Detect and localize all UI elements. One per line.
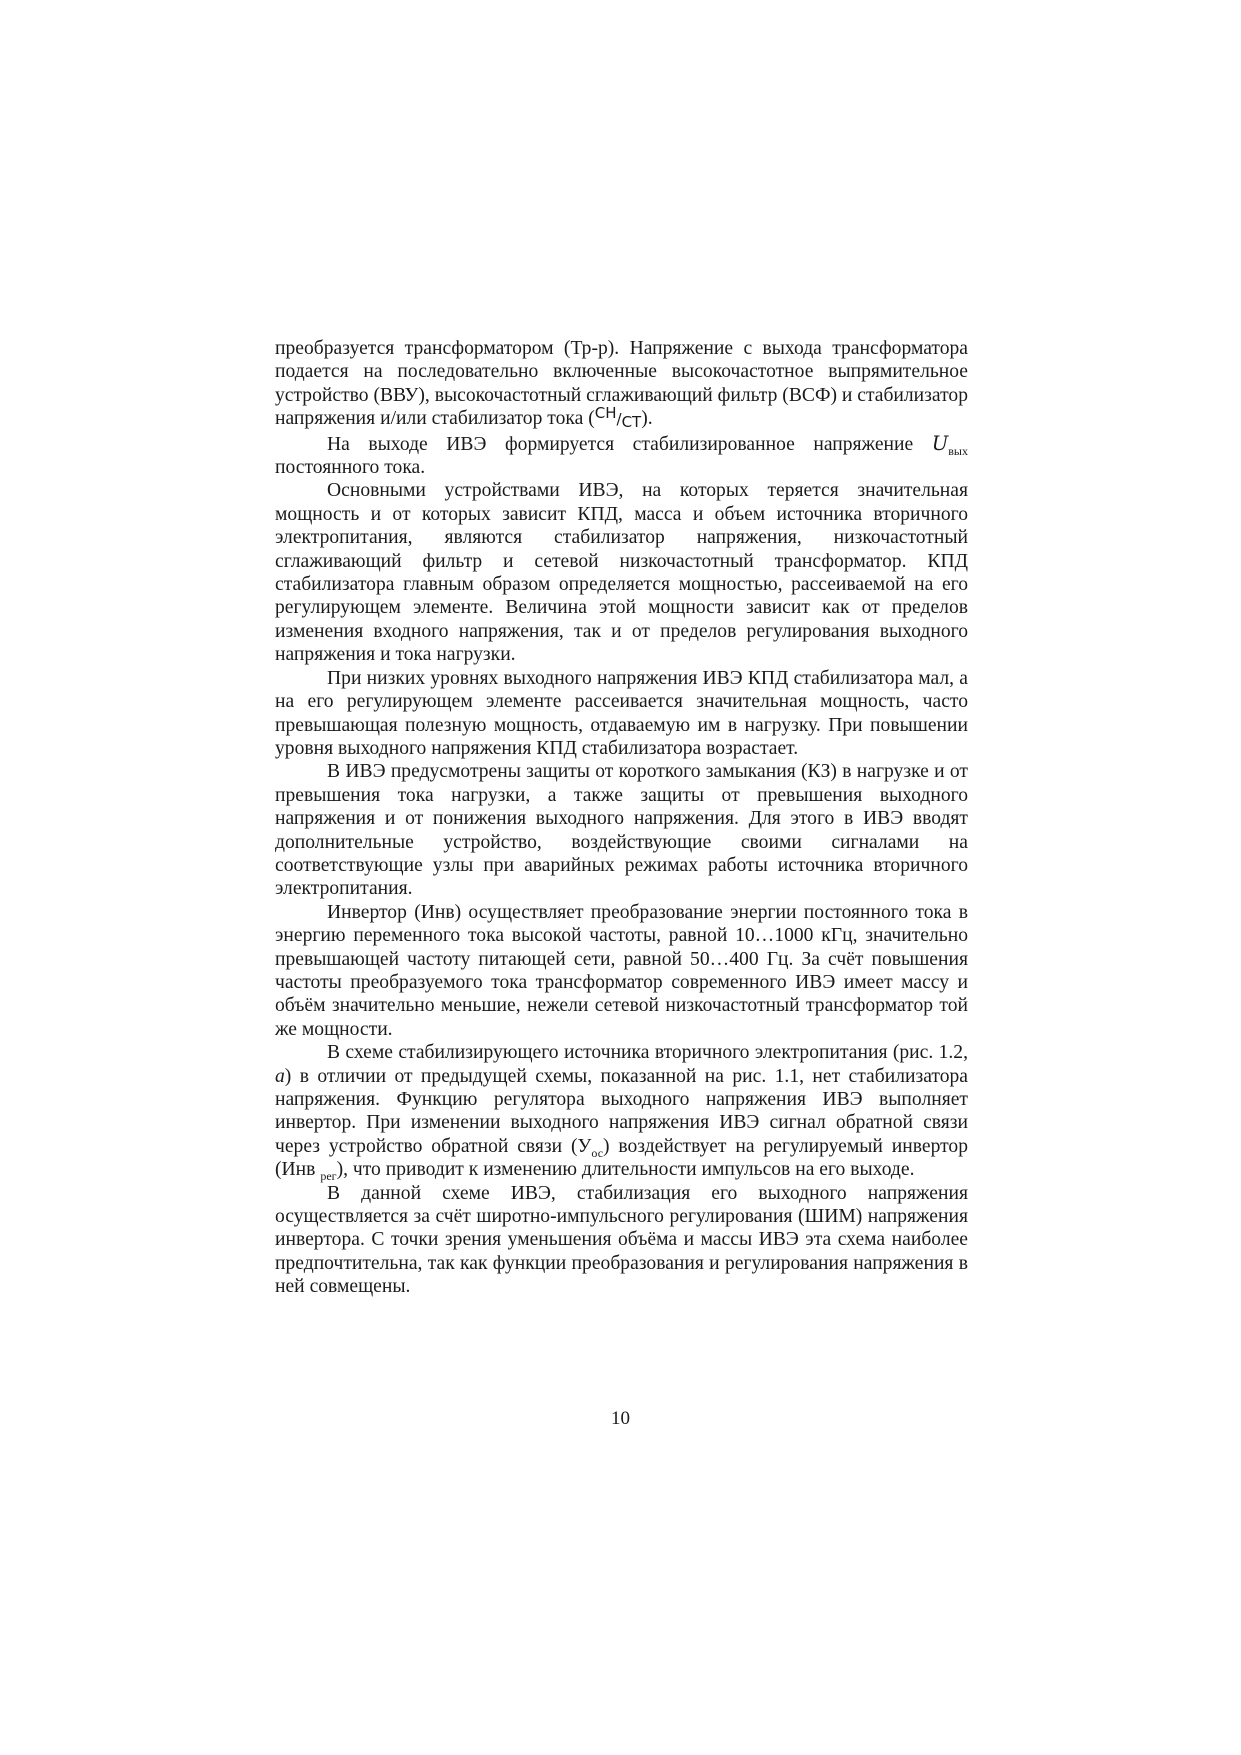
math-u-out: U [931,431,949,455]
fraction-denominator: СТ [621,413,642,432]
paragraph-6: Инвертор (Инв) осуществляет преобразование энергии постоянного тока в энергию переменного тока высокой частоты, равной 10…1000 кГц, значительно превышающей частоту питающей сети, равной 50…400 Гц. За счёт повышения частоты преобразуемого тока трансформатор современного ИВЭ имеет массу и объём значительно меньшие, нежели сетевой низкочастотный трансформатор той же мощности. [275,901,968,1040]
paragraph-8: В данной схеме ИВЭ, стабилизация его выходного напряжения осуществляется за счёт широтно-импульсного регулирования (ШИМ) напряжения инвертора. С точки зрения уменьшения объёма и массы ИВЭ эта схема наиболее предпочтительна, так как функции преобразования и регулирования напряжения в ней совмещены. [275,1182,968,1298]
paragraph-5: В ИВЭ предусмотрены защиты от короткого замыкания (КЗ) в нагрузке и от превышения тока нагрузки, а также защиты от превышения выходного напряжения и от понижения выходного напряжения. Для этого в ИВЭ вводят дополнительные устройство, воздействующие своими сигналами на соответствующие узлы при аварийных режимах работы источника вторичного электропитания. [275,761,968,900]
paragraph-2-end: постоянного тока. [275,457,426,479]
paragraph-7-part-d: ), что приводит к изменению длительности импульсов на его выходе. [336,1159,915,1181]
fraction-sn-st [595,404,641,431]
paragraph-2-text: На выходе ИВЭ формируется стабилизированное напряжение [327,433,932,455]
paragraph-3: Основными устройствами ИВЭ, на которых теряется значительная мощность и от которых зависит КПД, масса и объем источника вторичного электропитания, являются стабилизатор напряжения, низкочастотный сглаживающий фильтр и сетевой низкочастотный трансформатор. КПД стабилизатора главным образом определяется мощностью, рассеиваемой на его регулирующем элементе. Величина этой мощности зависит как от пределов изменения входного напряжения, так и от пределов регулирования выходного напряжения и тока нагрузки. [275,480,968,666]
paragraph-7-part-c: ) воздействует на регулируемый инвертор (Инв [275,1135,969,1181]
subscript-reg: рег [320,1169,337,1184]
fraction-slash: / [616,410,622,429]
paragraph-1-end: ). [641,408,653,430]
body-text [275,337,968,1299]
paragraph-2 [275,432,968,480]
subscript-os: ос [591,1145,604,1160]
paragraph-4: При низких уровнях выходного напряжения ИВЭ КПД стабилизатора мал, а на его регулирующем элементе рассеивается значительная мощность, часто превышающая полезную мощность, отдаваемую им в нагрузку. При повышении уровня выходного напряжения КПД стабилизатора возрастает. [275,667,968,759]
page-number: 10 [611,1408,630,1429]
paragraph-7-part-a: В схеме стабилизирующего источника вторичного электропитания (рис. 1.2, [327,1042,968,1064]
figure-ref-italic: а [275,1065,285,1087]
paragraph-7 [275,1041,969,1184]
paragraph-1-text: преобразуется трансформатором (Тр-р). Напряжение с выхода трансформатора подается на последовательно включенные высокочастотное выпрямительное устройство (ВВУ), высокочастотный сглаживающий фильтр (ВСФ) и стабилизатор напряжения и/или стабилизатор тока ( [275,338,968,430]
paragraph-7-part-b: ) в отличии от предыдущей схемы, показанной на рис. 1.1, нет стабилизатора напряжения. Функцию регулятора выходного напряжения ИВЭ выполняет инвертор. При изменении выходного напряжения ИВЭ сигнал обратной связи через устройство обратной связи (У [275,1065,968,1157]
fraction-numerator: СН [594,404,617,423]
paragraph-1 [275,337,968,432]
math-u-out-subscript: вых [948,443,968,458]
